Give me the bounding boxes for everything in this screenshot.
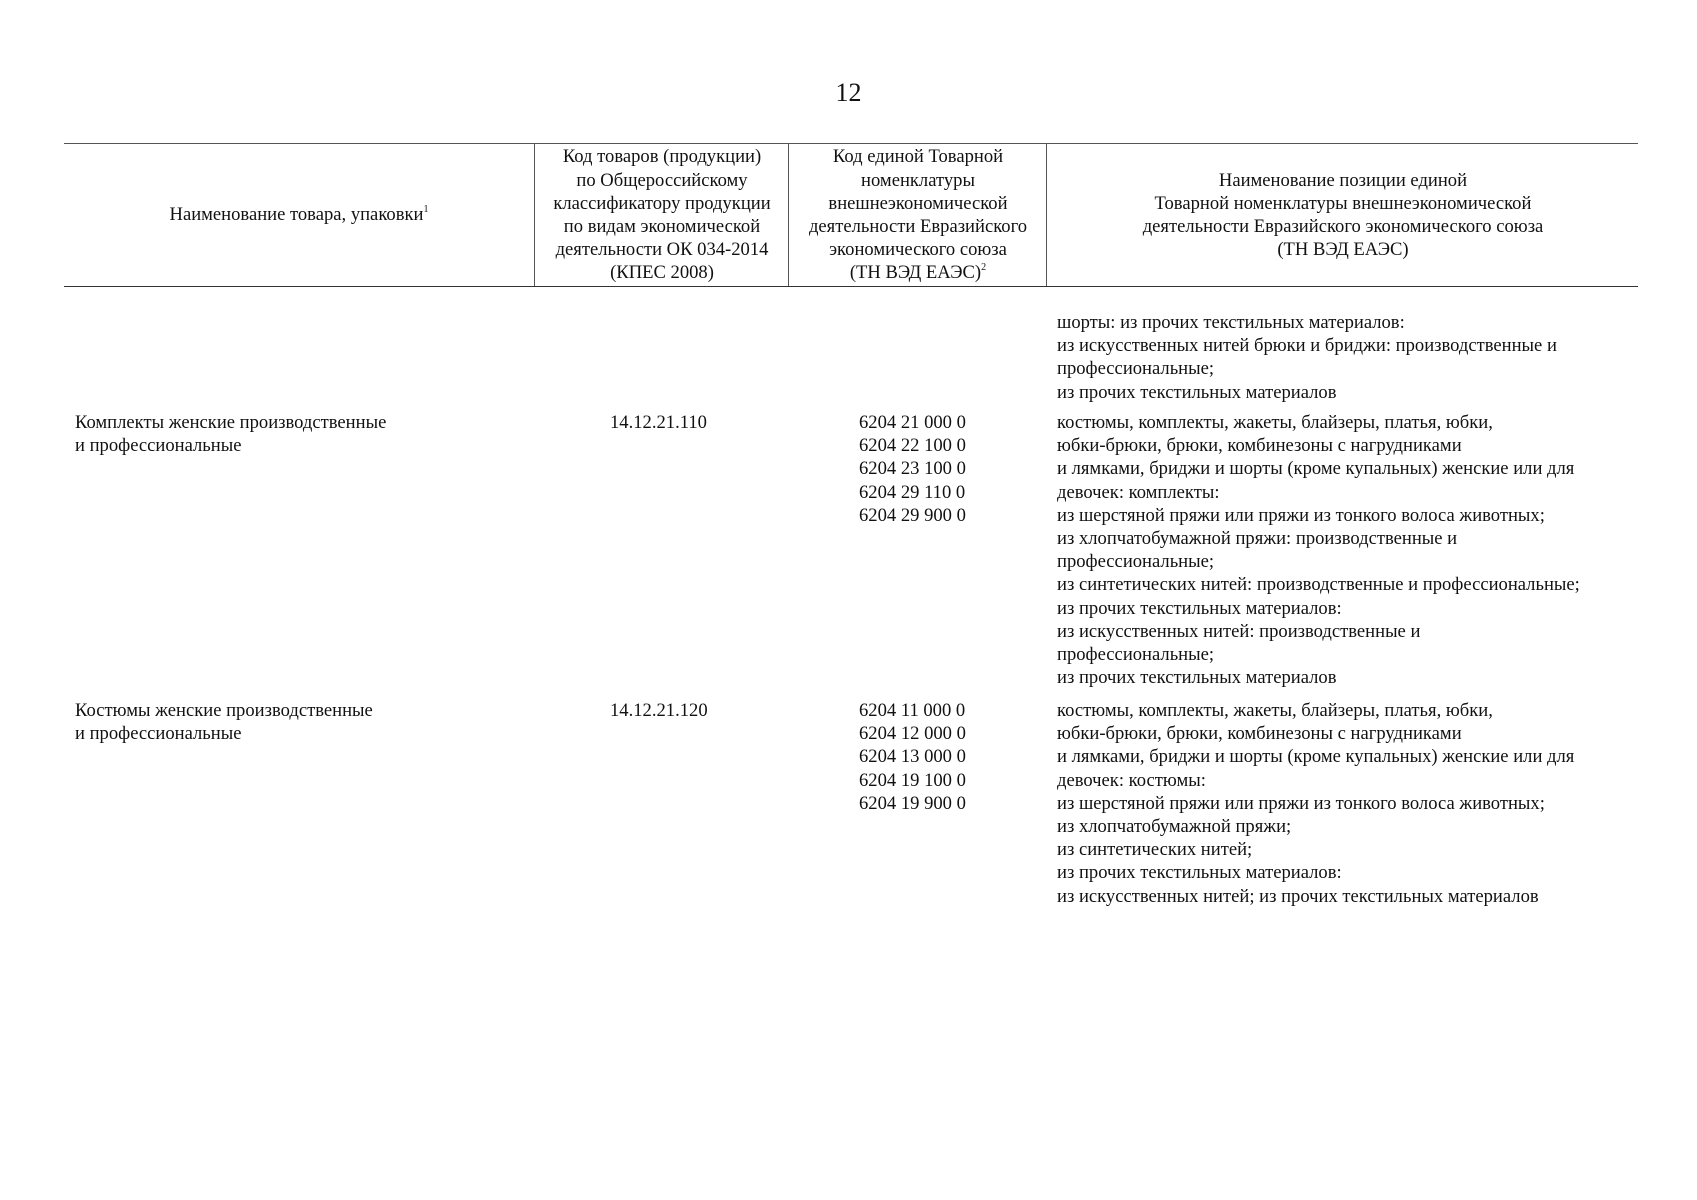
header-tnved-code-text: Код единой Товарной номенклатуры внешнеэкономической деятельности Евразийского экономического союза (ТН ВЭД ЕАЭС) <box>808 146 1028 284</box>
header-product-name <box>64 144 534 286</box>
row-tnved-codes: 6204 11 000 0 6204 12 000 0 6204 13 000 0 6204 19 100 0 6204 19 900 0 <box>859 700 966 814</box>
row-product-name: Костюмы женские производственные и профессиональные <box>75 700 373 745</box>
header-tnved-name <box>1046 144 1639 286</box>
header-product-name-text: Наименование товара, упаковки <box>169 204 424 226</box>
row-okpd-code: 14.12.21.120 <box>610 700 708 721</box>
page-number: 12 <box>835 78 862 107</box>
header-tnved-name-text: Наименование позиции единой Товарной номенклатуры внешнеэкономической деятельности Евразийского экономического союза (ТН ВЭД ЕАЭС) <box>1142 169 1544 261</box>
header-tnved-code <box>788 144 1047 286</box>
table-header <box>64 143 1638 287</box>
row-description: костюмы, комплекты, жакеты, блайзеры, платья, юбки, юбки-брюки, брюки, комбинезоны с нагрудниками и лямками, бриджи и шорты (кроме купальных) женские или для девочек: комплекты: из шерстяной пряжи или пряжи из тонкого волоса животных; из хлопчатобумажной пряжи: производственные и профессиональные; из синтетических нитей: производственные и профессиональные; из прочих текстильных материалов: из искусственных нитей: производственные и профессиональные; из прочих текстильных материалов <box>1057 412 1580 689</box>
row-description: костюмы, комплекты, жакеты, блайзеры, платья, юбки, юбки-брюки, брюки, комбинезоны с нагрудниками и лямками, бриджи и шорты (кроме купальных) женские или для девочек: костюмы: из шерстяной пряжи или пряжи из тонкого волоса животных; из хлопчатобумажной пряжи; из синтетических нитей; из прочих текстильных материалов: из искусственных нитей; из прочих текстильных материалов <box>1057 700 1575 907</box>
row-tnved-codes: 6204 21 000 0 6204 22 100 0 6204 23 100 0 6204 29 110 0 6204 29 900 0 <box>859 412 966 526</box>
continuation-description: шорты: из прочих текстильных материалов: из искусственных нитей брюки и бриджи: производственные и профессиональные; из прочих текстильных материалов <box>1057 312 1557 403</box>
row-product-name: Комплекты женские производственные и профессиональные <box>75 412 387 457</box>
footnote-ref-1: 1 <box>423 204 429 216</box>
row-okpd-code: 14.12.21.110 <box>610 412 707 433</box>
header-okpd-code <box>534 144 789 286</box>
footnote-ref-2: 2 <box>981 262 987 274</box>
header-okpd-code-text: Код товаров (продукции) по Общероссийскому классификатору продукции по видам экономической деятельности ОК 034-2014 (КПЕС 2008) <box>553 146 771 284</box>
